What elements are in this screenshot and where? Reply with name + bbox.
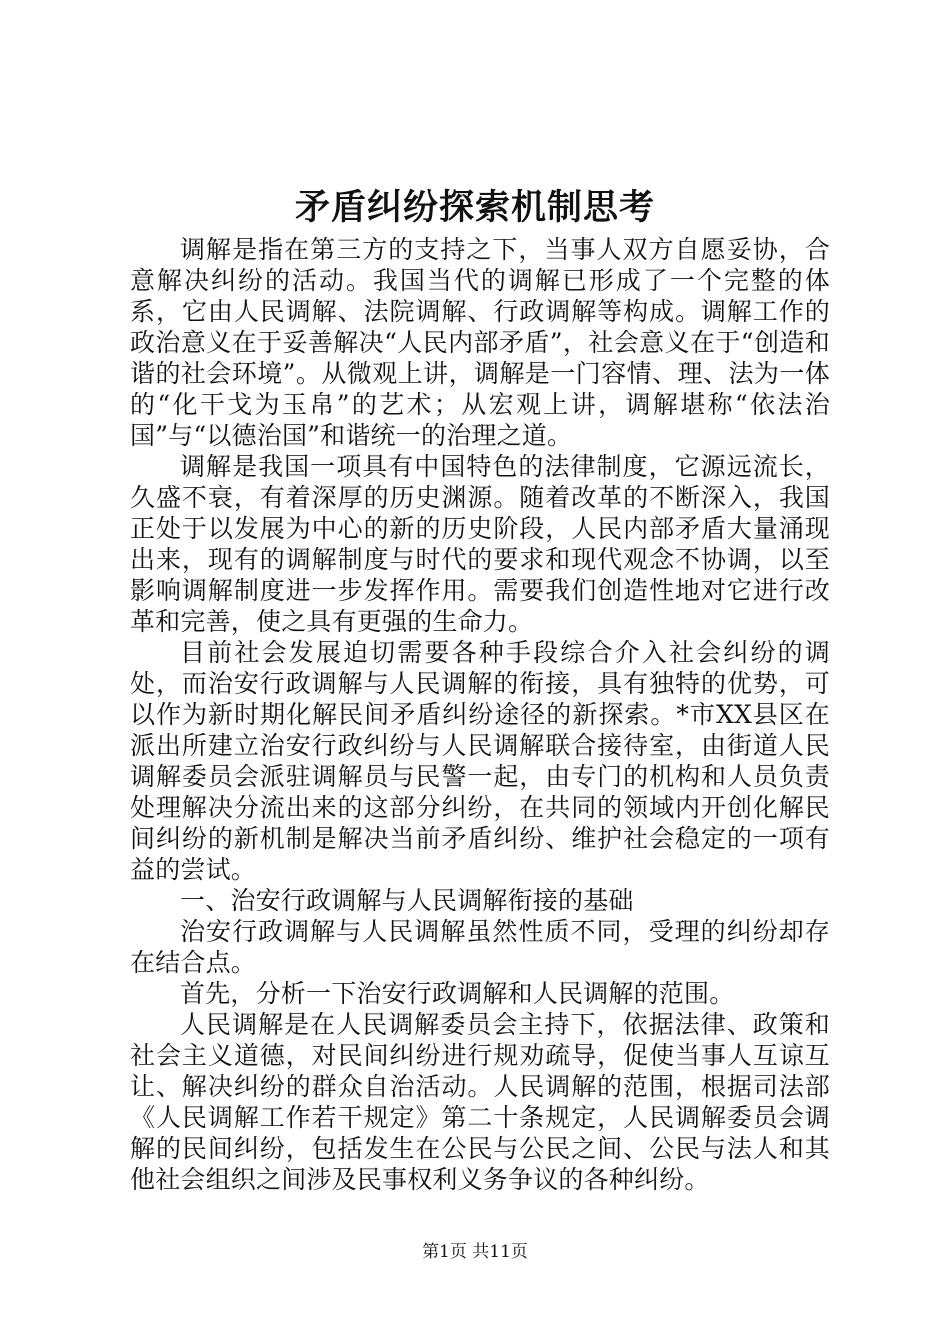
section-heading-1: 一、治安行政调解与人民调解衔接的基础 — [180, 886, 634, 915]
paragraph-6: 人民调解是在人民调解委员会主持下，依据法律、政策和社会主义道德，对民间纠纷进行规劝疏导，促使当事人互谅互让、解决纠纷的群众自治活动。人民调解的范围，根据司法部《人民调解工作若干规定》第二十条规定，人民调解委员会调解的民间纠纷，包括发生在公民与公民之间、公民与法人和其他社会组织之间涉及民事权利义务争议的各种纠纷。 — [130, 1010, 830, 1194]
paragraph-3: 目前社会发展迫切需要各种手段综合介入社会纠纷的调处，而治安行政调解与人民调解的衔接，具有独特的优势，可以作为新时期化解民间矛盾纠纷途径的新探索。*市XX县区在派出所建立治安行政纠纷与人民调解联合接待室，由街道人民调解委员会派驻调解员与民警一起，由专门的机构和人员负责处理解决分流出来的这部分纠纷，在共同的领域内开创化解民间纠纷的新机制是解决当前矛盾纠纷、维护社会稳定的一项有益的尝试。 — [130, 638, 830, 884]
paragraph-4: 治安行政调解与人民调解虽然性质不同，受理的纠纷却存在结合点。 — [130, 917, 830, 977]
paragraph-5: 首先，分析一下治安行政调解和人民调解的范围。 — [180, 979, 735, 1008]
paragraph-2: 调解是我国一项具有中国特色的法律制度，它源远流长，久盛不衰，有着深厚的历史渊源。随着改革的不断深入，我国正处于以发展为中心的新的历史阶段，人民内部矛盾大量涌现出来，现有的调解制度与时代的要求和现代观念不协调，以至影响调解制度进一步发挥作用。需要我们创造性地对它进行改革和完善，使之具有更强的生命力。 — [130, 452, 830, 636]
document-body — [130, 234, 830, 1195]
page-footer: 第1页 共11页 — [422, 1242, 528, 1262]
document-title: 矛盾纠纷探索机制思考 — [294, 187, 655, 228]
paragraph-1: 调解是指在第三方的支持之下，当事人双方自愿妥协，合意解决纠纷的活动。我国当代的调解已形成了一个完整的体系，它由人民调解、法院调解、行政调解等构成。调解工作的政治意义在于妥善解决“人民内部矛盾”，社会意义在于“创造和谐的社会环境”。从微观上讲，调解是一门容情、理、法为一体的“化干戈为玉帛”的艺术；从宏观上讲，调解堪称“依法治国”与“以德治国”和谐统一的治理之道。 — [130, 235, 830, 450]
